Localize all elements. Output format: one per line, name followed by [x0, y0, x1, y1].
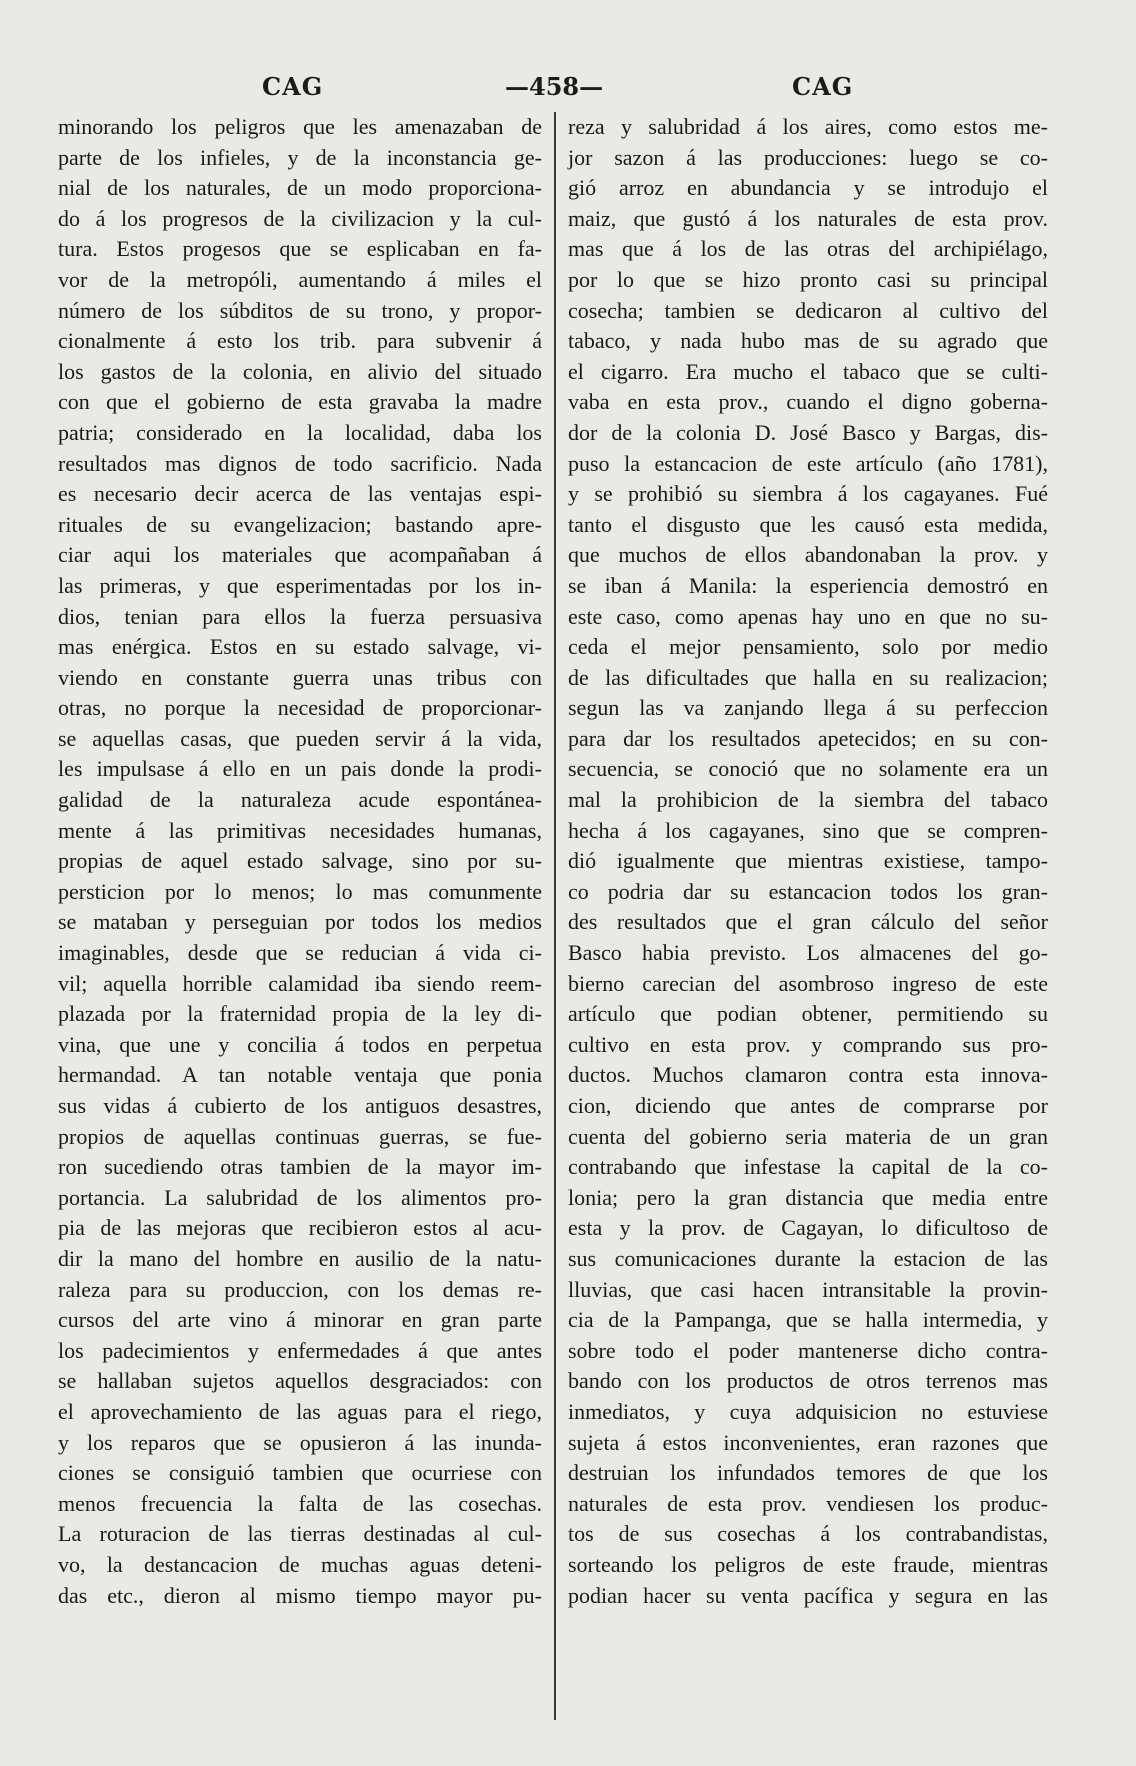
- text-line: segun las va zanjando llega á su perfeccion: [568, 695, 1048, 721]
- text-line: les impulsase á ello en un pais donde la prodi-: [58, 756, 542, 782]
- text-line: con que el gobierno de esta gravaba la madre: [58, 389, 542, 415]
- text-line: tos de sus cosechas á los contrabandistas,: [568, 1521, 1048, 1547]
- text-line: galidad de la naturaleza acude espontánea-: [58, 787, 542, 813]
- text-line: es necesario decir acerca de las ventajas espi-: [58, 481, 542, 507]
- text-line: des resultados que el gran cálculo del señor: [568, 909, 1048, 935]
- text-line: artículo que podian obtener, permitiendo su: [568, 1001, 1048, 1027]
- text-line: dor de la colonia D. José Basco y Bargas, dis-: [568, 419, 1048, 445]
- text-line: tura. Estos progesos que se esplicaban en fa-: [58, 236, 542, 262]
- text-line: nial de los naturales, de un modo proporciona-: [58, 175, 542, 201]
- text-line: minorando los peligros que les amenazaban de: [58, 114, 542, 139]
- text-line: cion, diciendo que antes de comprarse por: [568, 1093, 1048, 1118]
- text-line: plazada por la fraternidad propia de la ley di-: [58, 1001, 542, 1027]
- text-line: el cigarro. Era mucho el tabaco que se culti-: [568, 358, 1048, 384]
- text-line: raleza para su produccion, con los demas re-: [58, 1276, 542, 1302]
- text-line: gió arroz en abundancia y se introdujo el: [568, 175, 1048, 201]
- text-line: ceda el mejor pensamiento, solo por medio: [568, 634, 1048, 660]
- text-line: ductos. Muchos clamaron contra esta innova-: [568, 1062, 1048, 1088]
- text-line: vina, que une y concilia á todos en perpetua: [58, 1031, 542, 1057]
- text-line: y se prohibió su siembra á los cagayanes. Fué: [568, 481, 1048, 507]
- text-line: tabaco, y nada hubo mas de su agrado que: [568, 328, 1048, 354]
- text-line: imaginables, desde que se reducian á vida ci-: [58, 940, 542, 966]
- text-line: dir la mano del hombre en ausilio de la natu-: [58, 1245, 542, 1271]
- text-line: para dar los resultados apetecidos; en su con-: [568, 725, 1048, 751]
- text-line: portancia. La salubridad de los alimentos pro-: [58, 1184, 542, 1210]
- header-right-word: CAG: [792, 72, 854, 101]
- text-line: co podria dar su estancacion todos los gran-: [568, 878, 1048, 904]
- text-line: cionalmente á esto los trib. para subvenir á: [58, 328, 542, 354]
- text-line: vo, la destancacion de muchas aguas deteni-: [58, 1551, 542, 1577]
- text-line: destruian los infundados temores de que los: [568, 1460, 1048, 1486]
- text-line: contrabando que infestase la capital de la co-: [568, 1154, 1048, 1180]
- text-line: el aprovechamiento de las aguas para el riego,: [58, 1398, 542, 1424]
- text-line: do á los progresos de la civilizacion y la cul-: [58, 205, 542, 231]
- right-text-column: [568, 112, 1048, 1611]
- text-line: esta y la prov. de Cagayan, lo dificultoso de: [568, 1215, 1048, 1241]
- text-line: lonia; pero la gran distancia que media entre: [568, 1184, 1048, 1210]
- header-left-word: CAG: [262, 72, 324, 101]
- text-line: los gastos de la colonia, en alivio del situado: [58, 358, 542, 384]
- text-line: secuencia, se conoció que no solamente era un: [568, 756, 1048, 782]
- text-line: número de los súbditos de su trono, y propor-: [58, 297, 542, 323]
- text-line: pia de las mejoras que recibieron estos al acu-: [58, 1215, 542, 1241]
- text-line: dios, tenian para ellos la fuerza persuasiva: [58, 603, 542, 629]
- text-line: otras, no porque la necesidad de proporcionar-: [58, 695, 542, 721]
- text-line: menos frecuencia la falta de las cosechas.: [58, 1490, 542, 1516]
- text-line: vil; aquella horrible calamidad iba siendo reem-: [58, 970, 542, 996]
- text-line: persticion por lo menos; lo mas comunmente: [58, 878, 542, 904]
- text-line: sujeta á estos inconvenientes, eran razones que: [568, 1429, 1048, 1455]
- text-line: bierno carecian del asombroso ingreso de este: [568, 970, 1048, 996]
- text-line: lluvias, que casi hacen intransitable la provin-: [568, 1276, 1048, 1302]
- text-line: ron sucediendo otras tambien de la mayor im-: [58, 1154, 542, 1180]
- text-line: La roturacion de las tierras destinadas al cul-: [58, 1521, 542, 1547]
- text-line: mas que á los de las otras del archipiélago,: [568, 236, 1048, 262]
- text-line: mal la prohibicion de la siembra del tabaco: [568, 787, 1048, 813]
- text-line: das etc., dieron al mismo tiempo mayor pu-: [58, 1582, 542, 1608]
- text-line: inmediatos, y cuya adquisicion no estuviese: [568, 1398, 1048, 1424]
- text-line: se hallaban sujetos aquellos desgraciados: con: [58, 1368, 542, 1394]
- text-line: Basco habia previsto. Los almacenes del go-: [568, 940, 1048, 966]
- text-line: podian hacer su venta pacífica y segura en las: [568, 1582, 1048, 1608]
- text-line: sobre todo el poder mantenerse dicho contra-: [568, 1337, 1048, 1363]
- text-line: tanto el disgusto que les causó esta medida,: [568, 511, 1048, 537]
- text-line: reza y salubridad á los aires, como estos me-: [568, 114, 1048, 139]
- text-line: patria; considerado en la localidad, daba los: [58, 419, 542, 445]
- text-line: y los reparos que se opusieron á las inunda-: [58, 1429, 542, 1455]
- text-line: rituales de su evangelizacion; bastando apre-: [58, 511, 542, 537]
- column-divider: [554, 112, 556, 1720]
- text-line: mente á las primitivas necesidades humanas,: [58, 817, 542, 843]
- text-line: hermandad. A tan notable ventaja que ponia: [58, 1062, 542, 1088]
- text-line: maiz, que gustó á los naturales de esta prov.: [568, 205, 1048, 231]
- text-line: se iban á Manila: la esperiencia demostró en: [568, 572, 1048, 598]
- text-line: hecha á los cagayanes, sino que se compren-: [568, 817, 1048, 843]
- text-line: cultivo en esta prov. y comprando sus pro-: [568, 1031, 1048, 1057]
- text-line: jor sazon á las producciones: luego se co-: [568, 144, 1048, 170]
- left-text-column: [58, 112, 542, 1611]
- text-line: parte de los infieles, y de la inconstancia ge-: [58, 144, 542, 170]
- text-line: propias de aquel estado salvage, sino por su-: [58, 848, 542, 874]
- text-line: mas enérgica. Estos en su estado salvage, vi-: [58, 634, 542, 660]
- text-line: cia de la Pampanga, que se halla intermedia, y: [568, 1307, 1048, 1333]
- text-line: se aquellas casas, que pueden servir á la vida,: [58, 725, 542, 751]
- page-number: —458—: [505, 72, 604, 101]
- text-line: sus comunicaciones durante la estacion de las: [568, 1245, 1048, 1271]
- text-line: de las dificultades que halla en su realizacion;: [568, 664, 1048, 690]
- text-line: ciones se consiguió tambien que ocurriese con: [58, 1460, 542, 1486]
- text-line: bando con los productos de otros terrenos mas: [568, 1368, 1048, 1394]
- text-line: por lo que se hizo pronto casi su principal: [568, 266, 1048, 292]
- text-line: dió igualmente que mientras existiese, tampo-: [568, 848, 1048, 874]
- text-line: este caso, como apenas hay uno en que no su-: [568, 603, 1048, 629]
- text-line: vaba en esta prov., cuando el digno goberna-: [568, 389, 1048, 415]
- text-line: sus vidas á cubierto de los antiguos desastres,: [58, 1093, 542, 1118]
- text-line: viendo en constante guerra unas tribus con: [58, 664, 542, 690]
- text-line: los padecimientos y enfermedades á que antes: [58, 1337, 542, 1363]
- text-line: vor de la metropóli, aumentando á miles el: [58, 266, 542, 292]
- text-line: resultados mas dignos de todo sacrificio. Nada: [58, 450, 542, 476]
- text-line: las primeras, y que esperimentadas por los in-: [58, 572, 542, 598]
- text-line: propios de aquellas continuas guerras, se fue-: [58, 1123, 542, 1149]
- text-line: cosecha; tambien se dedicaron al cultivo del: [568, 297, 1048, 323]
- text-line: cuenta del gobierno seria materia de un gran: [568, 1123, 1048, 1149]
- running-header: [0, 72, 1136, 112]
- text-line: puso la estancacion de este artículo (año 1781),: [568, 450, 1048, 476]
- text-line: sorteando los peligros de este fraude, mientras: [568, 1551, 1048, 1577]
- text-line: ciar aqui los materiales que acompañaban á: [58, 542, 542, 568]
- text-line: cursos del arte vino á minorar en gran parte: [58, 1307, 542, 1333]
- text-line: que muchos de ellos abandonaban la prov. y: [568, 542, 1048, 568]
- text-line: naturales de esta prov. vendiesen los produc-: [568, 1490, 1048, 1516]
- text-line: se mataban y perseguian por todos los medios: [58, 909, 542, 935]
